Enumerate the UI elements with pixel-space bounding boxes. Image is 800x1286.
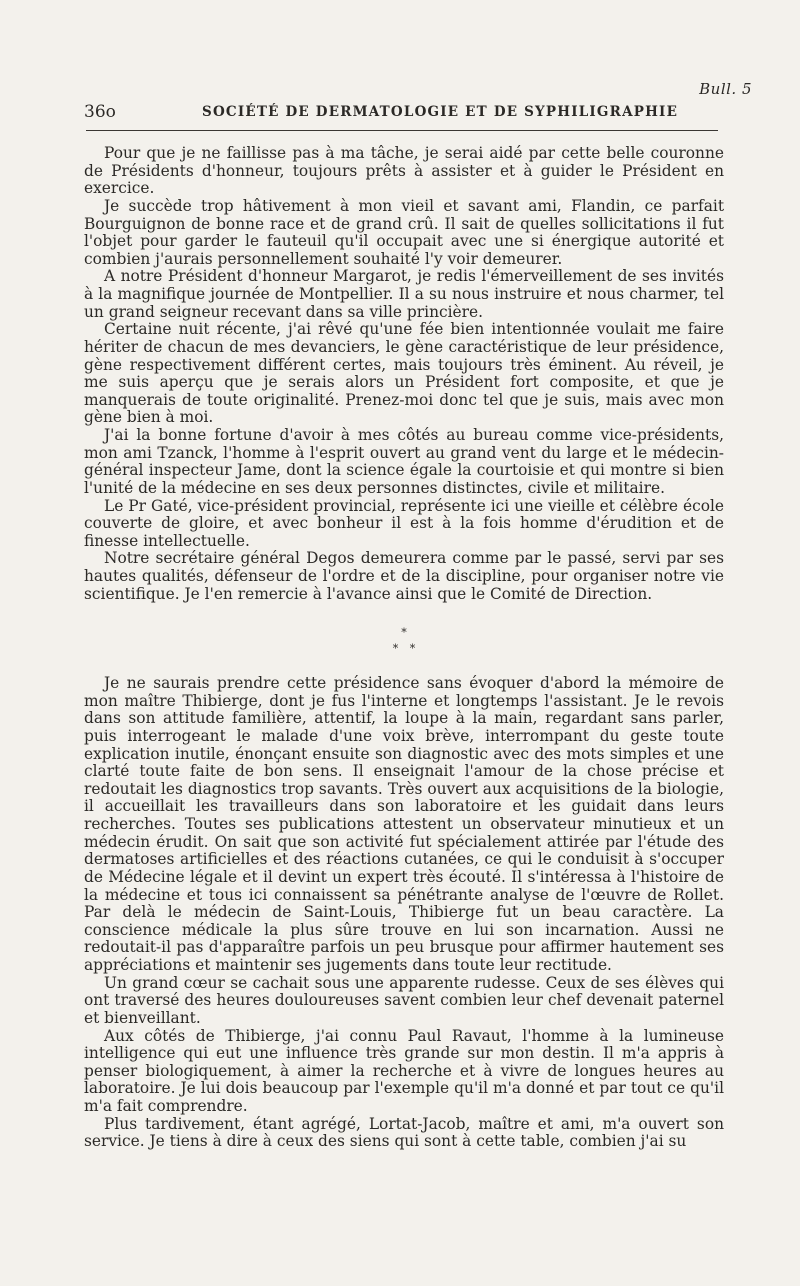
- journal-title: SOCIÉTÉ DE DERMATOLOGIE ET DE SYPHILIGRAPHIE: [202, 104, 679, 120]
- section-separator-top: *: [401, 626, 407, 639]
- header-rule: [86, 130, 718, 131]
- body-section-1: [84, 145, 724, 603]
- body-section-2: [84, 675, 724, 1151]
- page-number: 36o: [84, 102, 116, 122]
- corner-annotation: Bull. 5: [699, 80, 752, 98]
- paragraph: Pour que je ne faillisse pas à ma tâche, je serai aidé par cette belle couronne de Présidents d'honneur, toujours prêts à assister et à guider le Président en exercice.: [84, 144, 724, 198]
- paragraph: J'ai la bonne fortune d'avoir à mes côtés au bureau comme vice-présidents, mon ami Tzanck, l'homme à l'esprit ouvert au grand vent du large et le médecin-général inspecteur Jame, dont la science égale la courtoisie et qui montre si bien l'unité de la médecine en ses deux personnes distinctes, civile et militaire.: [84, 426, 724, 497]
- paragraph: Aux côtés de Thibierge, j'ai connu Paul Ravaut, l'homme à la lumineuse intelligence qui eut une influence très grande sur mon destin. Il m'a appris à penser biologiquement, à aimer la recherche et à vivre de longues heures au laboratoire. Je lui dois beaucoup par l'exemple qu'il m'a donné et par tout ce qu'il m'a fait comprendre.: [84, 1026, 724, 1115]
- paragraph: A notre Président d'honneur Margarot, je redis l'émerveillement de ses invités à la magnifique journée de Montpellier. Il a su nous instruire et nous charmer, tel un grand seigneur recevant dans sa ville princière.: [84, 267, 724, 321]
- paragraph: Je ne saurais prendre cette présidence sans évoquer d'abord la mémoire de mon maître Thibierge, dont je fus l'interne et longtemps l'assistant. Je le revois dans son attitude familière, attentif, la loupe à la main, regardant sans parler, puis interrogeant le malade d'une voix brève, interrompant du geste toute explication inutile, énonçant ensuite son diagnostic avec des mots simples et une clarté toute faite de bon sens. Il enseignait l'amour de la chose précise et redoutait les diagnostics trop savants. Très ouvert aux acquisitions de la biologie, il accueillait les travailleurs dans son laboratoire et les guidait dans leurs recherches. Toutes ses publications attestent un observateur minutieux et un médecin érudit. On sait que son activité fut spécialement attirée par l'étude des dermatoses artificielles et des réactions cutanées, ce qui le conduisit à s'occuper de Médecine légale et il devint un expert très écouté. Il s'intéressa à l'histoire de la médecine et tous ici connaissent sa pénétrante analyse de l'œuvre de Rollet. Par delà le médecin de Saint-Louis, Thibierge fut un beau caractère. La conscience médicale la plus sûre trouve en lui son incarnation. Aussi ne redoutait-il pas d'apparaître parfois un peu brusque pour affirmer hautement ses appréciations et maintenir ses jugements dans toute leur rectitude.: [84, 674, 724, 974]
- section-separator-bottom: * *: [392, 642, 416, 655]
- paragraph: Un grand cœur se cachait sous une apparente rudesse. Ceux de ses élèves qui ont traversé des heures douloureuses savent combien leur chef devenait paternel et bienveillant.: [84, 973, 724, 1027]
- paragraph: Plus tardivement, étant agrégé, Lortat-Jacob, maître et ami, m'a ouvert son service. Je tiens à dire à ceux des siens qui sont à cette table, combien j'ai su: [84, 1114, 724, 1151]
- paragraph: Certaine nuit récente, j'ai rêvé qu'une fée bien intentionnée voulait me faire hériter de chacun de mes devanciers, le gène caractéristique de leur présidence, gène respectivement différent certes, mais toujours très éminent. Au réveil, je me suis aperçu que je serais alors un Président fort composite, et que je manquerais de toute originalité. Prenez-moi donc tel que je suis, mais avec mon gène bien à moi.: [84, 320, 724, 427]
- paragraph: Je succède trop hâtivement à mon vieil et savant ami, Flandin, ce parfait Bourguignon de bonne race et de grand crû. Il sait de quelles sollicitations il fut l'objet pour garder le fauteuil qu'il occupait avec une si énergique autorité et combien j'aurais personnellement souhaité l'y voir demeurer.: [84, 196, 724, 268]
- paragraph: Le Pr Gaté, vice-président provincial, représente ici une vieille et célèbre école couverte de gloire, et avec bonheur il est à la fois homme d'érudition et de finesse intellectuelle.: [84, 496, 724, 550]
- paragraph: Notre secrétaire général Degos demeurera comme par le passé, servi par ses hautes qualités, défenseur de l'ordre et de la discipline, pour organiser notre vie scientifique. Je l'en remercie à l'avance ainsi que le Comité de Direction.: [84, 549, 724, 603]
